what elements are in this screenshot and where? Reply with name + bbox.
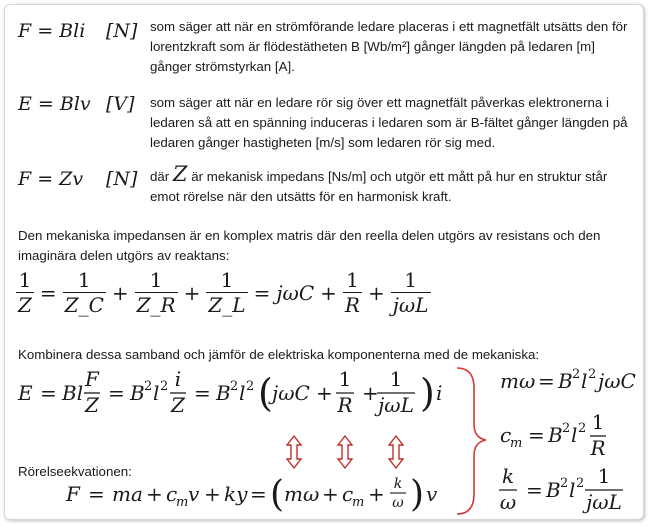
rel2-frac-num: 1: [591, 410, 605, 434]
term-jwc: jωC: [276, 280, 315, 305]
rel3-frac-den: jωL: [586, 490, 622, 514]
sym-v: v: [426, 482, 438, 506]
electric-equation: [17, 367, 442, 417]
frac-1-jwl-num: 1: [389, 367, 403, 391]
double-arrow-2: [338, 436, 352, 468]
eq-sign: =: [528, 423, 545, 447]
unit-newton-1: [N]: [106, 20, 138, 42]
rel3-lhs-den: ω: [499, 490, 517, 514]
double-arrow-3: [389, 436, 403, 468]
exp-2: 2: [246, 379, 255, 394]
impedance-paragraph: Den mekaniska impedansen är en komplex matris där den reella delen utgörs av resistans och den imaginära delen utgörs av reaktans:: [18, 228, 601, 263]
exp-2: 2: [562, 421, 571, 436]
eq-sign: =: [194, 381, 211, 405]
frac-lhs: $\frac{1}{Z}$: [18, 268, 32, 317]
eq-sign: =: [250, 482, 267, 506]
plus: +: [316, 381, 333, 405]
formula-lorentz: F = Bli: [18, 20, 86, 42]
combine-paragraph: Kombinera dessa samband och jämför de elektriska komponenterna med de mekaniska:: [18, 347, 540, 362]
plus: +: [146, 482, 163, 506]
eq-sign: =: [526, 478, 543, 502]
frac-zc: $\frac{1}{Z\_C}$: [64, 268, 104, 317]
sym-b: B: [558, 369, 573, 393]
frac-1-r-den: R: [337, 393, 353, 417]
impedance-equation: $\frac{1}{Z}$ = $\frac{1}{Z\_C}$ + $\frac{1}{Z\_R}$ + $\frac{1}{Z\_L}$ = jωC + $\frac{1}{R}$ + $\frac{1}{\text{jωL}}$: [18, 268, 429, 317]
double-arrow-1: [287, 436, 301, 468]
sym-l: l: [571, 423, 578, 447]
term-ma: ma: [112, 482, 143, 506]
sym-b: B: [216, 381, 231, 405]
sym-bl: Bl: [62, 381, 84, 405]
eq-sign: =: [108, 381, 125, 405]
paren-open: (: [270, 474, 285, 515]
unit-newton-2: [N]: [106, 168, 138, 190]
term-mw: mω: [284, 482, 320, 506]
equation-system: [0, 360, 650, 520]
sym-i: i: [436, 381, 443, 405]
plus: +: [204, 482, 221, 506]
lorentz-description: som säger att när en strömförande ledare placeras i ett magnetfält utsätts den för lorentzkraft som är flödestätheten B [Wb/m²] gånger längden på ledaren [m] gånger strömstyrkan [A].: [150, 19, 628, 74]
exp-2: 2: [572, 367, 581, 382]
frac-1-r-num: 1: [338, 367, 352, 391]
sym-l: l: [153, 381, 160, 405]
paren-open: (: [258, 371, 273, 415]
eq-sign: =: [88, 482, 105, 506]
sym-c: c: [166, 482, 178, 506]
sub-m: m: [352, 495, 365, 510]
sym-b: B: [130, 381, 145, 405]
text-where: där: [150, 169, 170, 184]
unit-volt: [V]: [106, 93, 135, 115]
plus: +: [362, 381, 379, 405]
sym-l: l: [581, 369, 588, 393]
symbol-z: Z: [172, 162, 188, 186]
sym-e: E: [18, 381, 33, 405]
sym-l: l: [239, 381, 246, 405]
formula-impedance-force: F = Zv: [18, 168, 84, 190]
paren-close: ): [420, 371, 435, 415]
double-arrows: [287, 436, 403, 468]
plus: +: [322, 482, 339, 506]
relations: [499, 367, 636, 514]
rel1-lhs: mω: [500, 369, 536, 393]
frac-i-z-num: i: [174, 367, 182, 391]
impedance-description: [150, 162, 630, 207]
frac-zr: $\frac{1}{Z\_R}$: [136, 268, 176, 317]
exp-2: 2: [576, 476, 585, 491]
sym-l: l: [569, 478, 576, 502]
sym-f: F: [66, 482, 80, 506]
sub-m: m: [510, 436, 523, 451]
right-brace: [457, 368, 486, 514]
term-ky: ky: [224, 482, 248, 506]
sub-m: m: [176, 495, 189, 510]
exp-2: 2: [230, 379, 239, 394]
frac-k-den: ω: [392, 495, 404, 511]
sym-c: c: [342, 482, 354, 506]
exp-2: 2: [578, 421, 587, 436]
rel3-lhs-num: k: [501, 464, 515, 488]
sym-b: B: [548, 423, 563, 447]
term-jwc: jωC: [272, 381, 310, 405]
frac-zl: $\frac{1}{Z\_L}$: [208, 268, 246, 317]
rel1-rhs: jωC: [598, 369, 636, 393]
motion-label: Rörelseekvationen:: [18, 464, 132, 479]
exp-2: 2: [560, 476, 569, 491]
frac-r: $\frac{1}{R}$: [344, 268, 360, 317]
exp-2: 2: [588, 367, 597, 382]
plus: +: [368, 482, 385, 506]
rel2-frac-den: R: [590, 436, 606, 460]
frac-f-z-den: Z: [85, 393, 99, 417]
frac-1-jwl-den: jωL: [378, 393, 414, 417]
eq-sign: =: [40, 381, 57, 405]
sym-v: v: [188, 482, 200, 506]
exp-2: 2: [144, 379, 153, 394]
frac-jwl: $\frac{1}{\text{jωL}}$: [392, 268, 429, 317]
impedance-description-text: är mekanisk impedans [Ns/m] och utgör ett mått på hur en struktur står emot rörelse när den utsätts för en harmonisk kraft.: [150, 169, 608, 204]
frac-i-z-den: Z: [171, 393, 185, 417]
formula-induction: E = Blv: [18, 93, 91, 115]
rel3-frac-num: 1: [597, 464, 611, 488]
exp-2: 2: [160, 379, 169, 394]
frac-f-z-num: F: [85, 367, 99, 391]
brace-path: [457, 368, 486, 514]
sym-c: c: [500, 423, 512, 447]
induction-description: som säger att när en ledare rör sig över ett magnetfält påverkas elektronerna i ledaren så att en spänning induceras i ledaren som är B-fältet gånger längden på ledaren gånger hastigheten [m/s] som ledaren rör sig med.: [150, 95, 628, 150]
paren-close: ): [410, 474, 425, 515]
frac-k-num: k: [393, 476, 403, 492]
sym-b: B: [546, 478, 561, 502]
eq-sign: =: [538, 369, 555, 393]
